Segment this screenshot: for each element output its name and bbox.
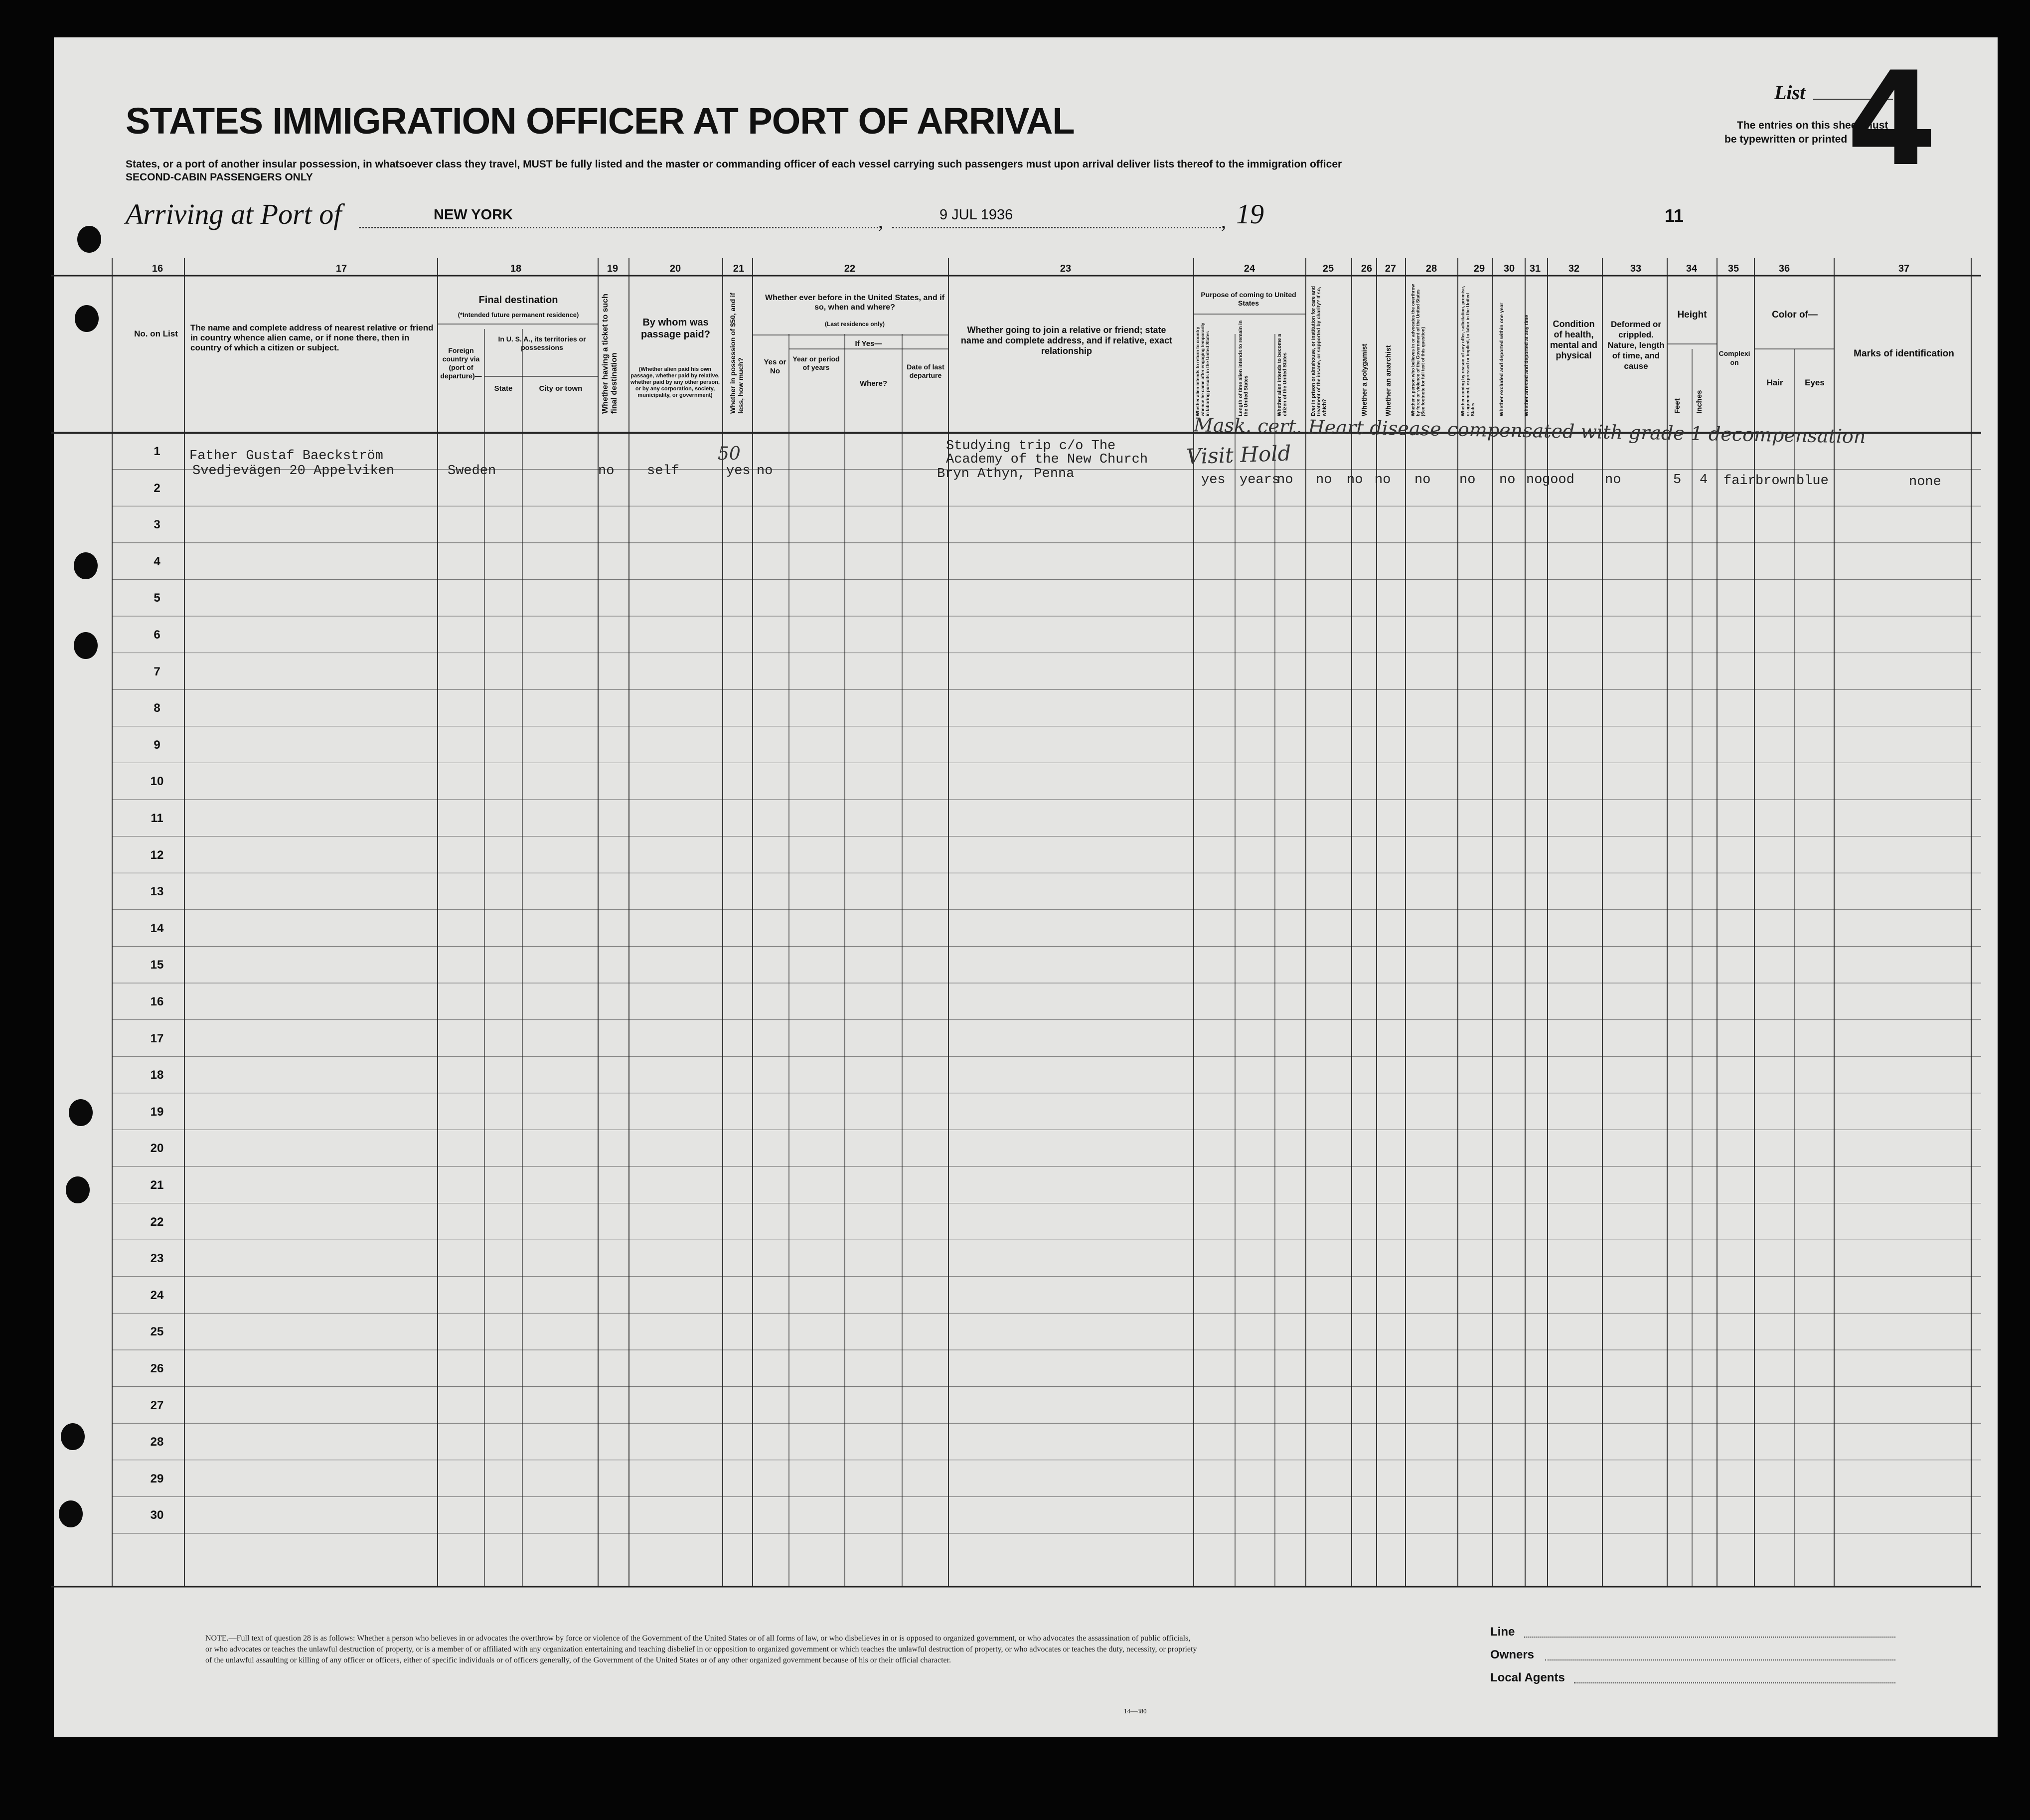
header-passage-paid-sub: (Whether alien paid his own passage, whether paid by relative, whether paid by any other person, or by any corporation, society, municipality, or government) <box>630 366 720 398</box>
row-number: 10 <box>150 775 164 789</box>
column-number: 19 <box>607 263 619 274</box>
header-money: Whether in possession of $50, and if less, how much? <box>729 293 745 414</box>
passage-paid-value: self <box>647 464 679 479</box>
row-number: 5 <box>154 591 160 605</box>
health-value: good <box>1542 473 1574 488</box>
row-number: 7 <box>154 664 160 678</box>
prison-value: no <box>1316 473 1332 488</box>
page-title: STATES IMMIGRATION OFFICER AT PORT OF ARRIVAL <box>126 100 1075 142</box>
column-number: 18 <box>510 263 522 274</box>
money-value: yes <box>726 464 751 479</box>
row-number: 12 <box>150 848 164 862</box>
row-number: 19 <box>150 1105 164 1119</box>
header-ticket: Whether having a ticket to such final destination <box>601 294 619 414</box>
row-number: 27 <box>150 1398 164 1412</box>
header-complexion: Complexion <box>1718 349 1750 366</box>
become-citizen: no <box>1277 473 1293 488</box>
row-number: 11 <box>151 812 163 825</box>
comma: , <box>878 210 883 232</box>
comma-2: , <box>1221 210 1226 232</box>
eyes-value: blue <box>1796 474 1829 489</box>
header-where: Where? <box>859 379 887 388</box>
column-number: 29 <box>1473 263 1485 274</box>
header-polygamist: Whether a polygamist <box>1360 343 1368 416</box>
relative-name: Father Gustaf Baeckström <box>189 449 383 464</box>
column-number: 32 <box>1568 263 1580 274</box>
row-number: 18 <box>150 1068 164 1082</box>
column-number: 33 <box>1630 263 1642 274</box>
complexion-value: fair <box>1723 474 1756 489</box>
column-number: 21 <box>733 263 745 274</box>
row-number: 8 <box>154 701 160 715</box>
typewritten-note-2: be typewritten or printed <box>1724 134 1848 145</box>
header-yes-no: Yes or No <box>764 358 786 375</box>
header-contract-labor: Whether coming by reason of any offer, solicitation, promise, or agreement, expressed or implied, to labor in the United States <box>1460 286 1475 416</box>
arrival-date: 9 JUL 1936 <box>939 207 1013 223</box>
height-inches: 4 <box>1700 473 1708 488</box>
column-number: 30 <box>1503 263 1515 274</box>
ticket-value: no <box>598 464 615 479</box>
column-number: 23 <box>1060 263 1072 274</box>
line-underline <box>1524 1637 1895 1638</box>
header-city: City or town <box>539 384 583 393</box>
row-number: 25 <box>150 1325 164 1339</box>
column-number: 22 <box>844 263 856 274</box>
header-deported: Whether arrested and deported at any time <box>1524 315 1530 416</box>
anarchist-value: no <box>1375 473 1391 488</box>
header-q28: Whether a person who believes in or advocates the overthrow by force or violence of the Government of the United States (See footnote for full text of this question) <box>1410 284 1425 416</box>
header-subtitle: States, or a port of another insular possession, in whatsoever class they travel, MUST be fully listed and the master or commanding officer of each vessel carrying such passengers must upon arrival deliver lists thereof to the immigration officer <box>126 159 1342 170</box>
header-prison: Ever in prison or almshouse, or institution for care and treatment of the insane, or supported by charity? If so, which? <box>1311 286 1327 416</box>
column-number: 35 <box>1727 263 1739 274</box>
header-joining-relative: Whether going to join a relative or friend; state name and complete address, and if relative, exact relationship <box>960 325 1173 356</box>
column-number: 37 <box>1898 263 1910 274</box>
row-number: 17 <box>150 1031 164 1045</box>
deformed-value: no <box>1605 473 1621 488</box>
typewritten-note: The entries on this sheet must <box>1737 120 1888 131</box>
row-number: 4 <box>154 554 160 568</box>
excluded-value: no <box>1499 473 1516 488</box>
length-of-stay: years <box>1240 473 1280 488</box>
q28-value: no <box>1414 473 1431 488</box>
contract-labor-value: no <box>1459 473 1476 488</box>
line-label: Line <box>1490 1625 1515 1639</box>
agents-label: Local Agents <box>1490 1671 1565 1684</box>
header-excluded: Whether excluded and deported within one year <box>1499 303 1505 416</box>
header-year-period: Year or period of years <box>792 355 840 371</box>
hair-value: brown <box>1755 474 1796 489</box>
sheet-number: 11 <box>1665 205 1684 226</box>
column-number: 25 <box>1322 263 1334 274</box>
header-health: Condition of health, mental and physical <box>1550 319 1598 360</box>
row-number: 26 <box>150 1362 164 1375</box>
column-number: 17 <box>335 263 347 274</box>
row-number: 3 <box>154 518 160 532</box>
deported-value: no <box>1526 473 1543 488</box>
header-anarchist: Whether an anarchist <box>1384 345 1392 416</box>
header-ever-in-us-sub: (Last residence only) <box>824 321 885 328</box>
column-number: 36 <box>1778 263 1790 274</box>
header-date-departure: Date of last departure <box>907 363 944 379</box>
row-number: 9 <box>154 738 160 752</box>
list-label: List <box>1774 81 1806 104</box>
port-value: NEW YORK <box>434 207 513 223</box>
joining-line-2: Academy of the New Church <box>946 452 1148 467</box>
joining-line-1: Studying trip c/o The <box>946 439 1116 454</box>
column-number: 34 <box>1686 263 1698 274</box>
header-in-usa: In U. S. A., its territories or possessions <box>498 335 586 351</box>
relative-address: Svedjevägen 20 Appelviken <box>192 464 395 479</box>
header-final-destination-sub: (*Intended future permanent residence) <box>458 311 579 319</box>
agents-underline <box>1574 1682 1895 1683</box>
owners-label: Owners <box>1490 1648 1535 1661</box>
footnote-question-28: NOTE.—Full text of question 28 is as follows: Whether a person who believes in or advocates the overthrow by force or violence of the Government of the United States or of all forms of law, or who disbelieves in or is opposed to organized government, or who advocates the assassination of public officials, or who advocates or teaches the unlawful destruction of property, or is a member of or affiliated with any organization entertaining and teaching disbelief in or opposition to organized government or which teaches the unlawful destruction of property, or who advocates or teaches the duty, necessity, or propriety of the unlawful assaulting or killing of any officer or officers, either of specific individuals or of officers generally, of the Government of the United States or of any other organized government because of his or their official character. <box>205 1634 1197 1664</box>
row-number: 21 <box>150 1178 164 1192</box>
handwritten-initials: Visit Hold <box>1186 441 1292 469</box>
form-number: 14—480 <box>1124 1707 1147 1715</box>
row-number: 2 <box>154 481 160 495</box>
header-passage-paid: By whom was passage paid? <box>641 317 710 340</box>
header-feet: Feet <box>1673 398 1682 414</box>
row-number: 20 <box>150 1142 164 1156</box>
row-number: 28 <box>150 1435 164 1449</box>
header-if-yes: If Yes— <box>855 339 882 348</box>
row-number: 22 <box>150 1215 164 1229</box>
header-nearest-relative: The name and complete address of nearest relative or friend in country whence alien came, or if none there, then in country of which a citizen or subject. <box>190 323 434 352</box>
header-purpose-b: Length of time alien intends to remain in the United States <box>1238 320 1249 416</box>
list-number: 4 <box>1847 44 1937 195</box>
handwritten-annotation: Mask. cert. Heart disease compensated with grade 1 decompensation <box>1193 414 1866 448</box>
header-height: Height <box>1677 310 1707 320</box>
header-purpose-c: Whether alien intends to become a citizen of the United States <box>1277 333 1288 416</box>
polygamist-value: no <box>1347 473 1363 488</box>
header-inches: Inches <box>1695 390 1704 414</box>
header-state: State <box>494 384 513 393</box>
column-number: 27 <box>1385 263 1397 274</box>
header-marks: Marks of identification <box>1854 348 1954 359</box>
ever-in-us-value: no <box>757 464 773 479</box>
column-number: 28 <box>1425 263 1437 274</box>
row-number: 14 <box>150 921 164 935</box>
row-number: 13 <box>150 885 164 899</box>
row-number: 6 <box>154 628 160 642</box>
header-purpose-a: Whether alien intends to return to country whence he came after engaging temporarily in laboring pursuits in the United States <box>1195 323 1210 416</box>
header-eyes: Eyes <box>1805 378 1825 387</box>
purpose-return: yes <box>1201 473 1226 488</box>
header-hair: Hair <box>1766 378 1783 387</box>
header-deformed: Deformed or crippled. Nature, length of time, and cause <box>1607 320 1665 371</box>
header-no-on-list: No. on List <box>134 329 178 338</box>
marks-value: none <box>1909 475 1941 490</box>
column-number: 26 <box>1361 263 1373 274</box>
joining-line-3: Bryn Athyn, Penna <box>937 467 1075 482</box>
header-final-destination: Final destination <box>478 295 558 306</box>
year-prefix: 19 <box>1236 199 1264 230</box>
money-amount: 50 <box>718 444 741 464</box>
foreign-country: Sweden <box>448 464 496 479</box>
row-number: 23 <box>150 1252 164 1266</box>
row-number: 29 <box>150 1472 164 1486</box>
header-color-of: Color of— <box>1772 310 1818 320</box>
row-number: 24 <box>150 1288 164 1302</box>
owners-underline <box>1545 1659 1895 1660</box>
header-ever-in-us: Whether ever before in the United States, and if so, when and where? <box>765 294 945 312</box>
column-number: 20 <box>669 263 681 274</box>
row-number: 30 <box>150 1508 164 1522</box>
header-foreign-country: Foreign country via (port of departure)— <box>440 346 482 380</box>
row-number: 15 <box>150 958 164 972</box>
row-number: 1 <box>154 445 160 458</box>
header-purpose: Purpose of coming to United States <box>1201 291 1296 307</box>
row-number: 16 <box>150 995 164 1008</box>
arriving-label: Arriving at Port of <box>126 198 342 230</box>
header-subtitle-2: SECOND-CABIN PASSENGERS ONLY <box>126 171 313 183</box>
column-number: 16 <box>152 263 163 274</box>
column-number: 24 <box>1244 263 1255 274</box>
height-feet: 5 <box>1673 473 1682 488</box>
column-number: 31 <box>1529 263 1541 274</box>
